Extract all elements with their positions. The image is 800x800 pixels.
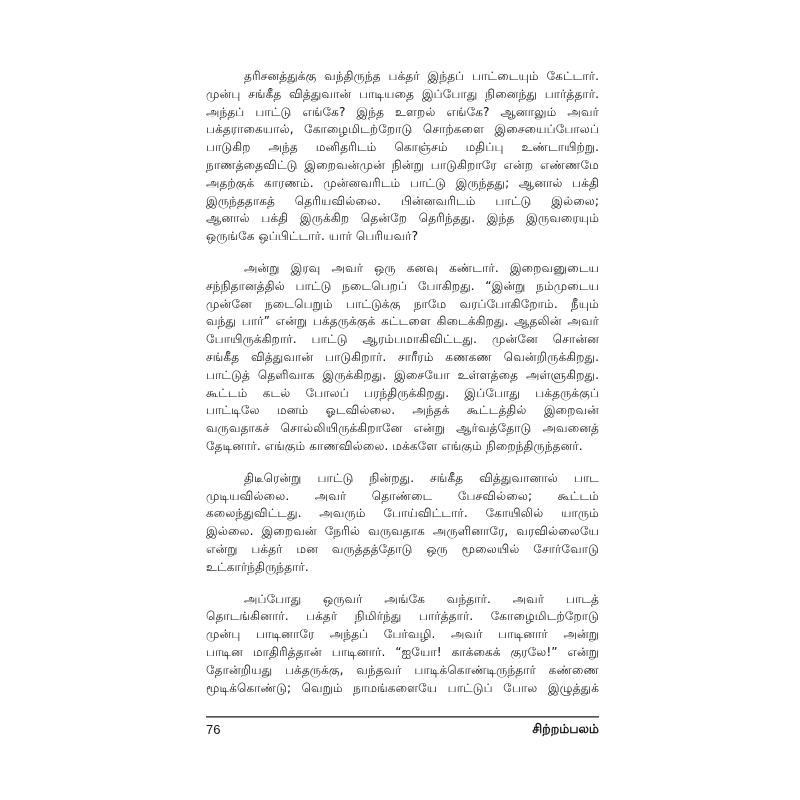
page-number: 76 bbox=[206, 722, 221, 737]
text-line: வந்து பார்” என்று பக்தருக்குக் கட்டளை கிடைக்கிறது. ஆதலின் அவர் bbox=[206, 314, 599, 329]
text-line: அன்று இரவு அவர் ஒரு கனவு கண்டார். இறைவனுடைய bbox=[244, 260, 599, 275]
text-line: கலைந்துவிட்டது. அவரும் போய்விட்டார். கோயிலில் யாரும் bbox=[206, 506, 599, 521]
text-line: அந்தப் பாட்டு எங்கே? இந்த உளறல் எங்கே? ஆனாலும் அவர் bbox=[206, 104, 599, 119]
running-title: சிற்றம்பலம் bbox=[532, 721, 599, 736]
text-line: தரிசனத்துக்கு வந்திருந்த பக்தர் இந்தப் பாட்டையும் கேட்டார். bbox=[244, 69, 599, 83]
text-line: நாணத்தைவிட்டு இறைவன்முன் நின்று பாடுகிறாரே என்ற எண்ணமே bbox=[206, 157, 599, 172]
page-body bbox=[206, 68, 599, 711]
text-line: தொடங்கினார். பக்தர் நிமிர்ந்து பார்த்தார். கோழைமிடற்றோடு bbox=[206, 609, 599, 624]
text-line: ஒருங்கே ஒப்பிட்டார். யார் பெரியவர்? bbox=[206, 229, 419, 244]
text-line: தோன்றியது பக்தருக்கு, வந்தவர் பாடிக்கொண்டிருந்தார் கண்ணை bbox=[206, 662, 599, 677]
text-line: பாட்டிலே மனம் ஓடவில்லை. அந்தக் கூட்டத்தில் இறைவன் bbox=[206, 403, 599, 418]
text-line: முன்னே நடைபெறும் பாட்டுக்கு நாமே வரப்போகிறோம். நீயும் bbox=[206, 296, 599, 311]
text-line: மூடிக்கொண்டு; வெறும் நாமங்களையே பாட்டுப் போல இழுத்துக் bbox=[206, 680, 599, 695]
text-line: அப்போது ஒருவர் அங்கே வந்தார். அவர் பாடத் bbox=[244, 591, 599, 606]
text-line: வருவதாகச் சொல்லியிருக்கிறானே என்று ஆர்வத்தோடு அவனைத் bbox=[206, 421, 599, 436]
text-line: இருந்ததாகத் தெரியவில்லை. பின்னவரிடம் பாட்டு இல்லை; bbox=[206, 193, 599, 208]
text-line: திடீரென்று பாட்டு நின்றது. சங்கீத வித்துவானால் பாட bbox=[244, 470, 599, 485]
text-line: முடியவில்லை. அவர் தொண்டை பேசவில்லை; கூட்டம் bbox=[206, 488, 599, 503]
text-line: முன்பு சங்கீத வித்துவான் பாடியதை இப்போது நினைந்து பார்த்தார். bbox=[206, 86, 599, 101]
paragraph-3 bbox=[206, 470, 599, 577]
text-line: என்று பக்தர் மன வருத்தத்தோடு ஒரு மூலையில் சோர்வோடு bbox=[206, 541, 599, 556]
text-line: சங்கீத வித்துவான் பாடுகிறார். சாரீரம் கணகண வென்றிருக்கிறது. bbox=[206, 349, 599, 364]
text-line: பாட்டுத் தெளிவாக இருக்கிறது. இசையோ உள்ளத்தை அள்ளுகிறது. bbox=[206, 367, 599, 382]
text-line: முன்பு பாடினாரே அந்தப் பேர்வழி. அவர் பாடினார் அன்று bbox=[206, 627, 599, 642]
paragraph-2 bbox=[206, 260, 599, 456]
footer-divider-line bbox=[206, 716, 599, 717]
text-line: பக்தராகையால், கோழைமிடற்றோடு சொற்களை இசையைப்போலப் bbox=[206, 122, 599, 137]
text-line: இல்லை. இறைவன் நேரில் வருவதாக அருளினாரே, வரவில்லையே bbox=[206, 524, 599, 539]
text-line: அதற்குக் காரணம். முன்னவரிடம் பாட்டு இருந்தது; ஆனால் பக்தி bbox=[206, 175, 599, 190]
paragraph-1 bbox=[206, 68, 599, 246]
text-line: பாடின மாதிரித்தான் பாடினார். “ஐயோ! காக்கைக் குரலே!” என்று bbox=[206, 644, 599, 659]
text-line: சந்நிதானத்தில் பாட்டு நடைபெறப் போகிறது. “இன்று நம்முடைய bbox=[206, 278, 599, 293]
text-line: ஆனால் பக்தி இருக்கிற தென்றே தெரிந்தது. இந்த இருவரையும் bbox=[206, 211, 599, 226]
paragraph-4 bbox=[206, 591, 599, 698]
text-line: உட்கார்ந்திருந்தார். bbox=[206, 559, 309, 574]
text-line: பாடுகிற அந்த மனிதரிடம் கொஞ்சம் மதிப்பு உண்டாயிற்று. bbox=[206, 140, 599, 155]
text-line: கூட்டம் கடல் போலப் பரந்திருக்கிறது. இப்போது பக்தருக்குப் bbox=[206, 385, 599, 400]
text-line: தேடினார். எங்கும் காணவில்லை. மக்களே எங்கும் நிறைந்திருந்தனர். bbox=[206, 438, 583, 453]
text-line: போயிருக்கிறார். பாட்டு ஆரம்பமாகிவிட்டது. முன்னே சொன்ன bbox=[206, 332, 599, 347]
